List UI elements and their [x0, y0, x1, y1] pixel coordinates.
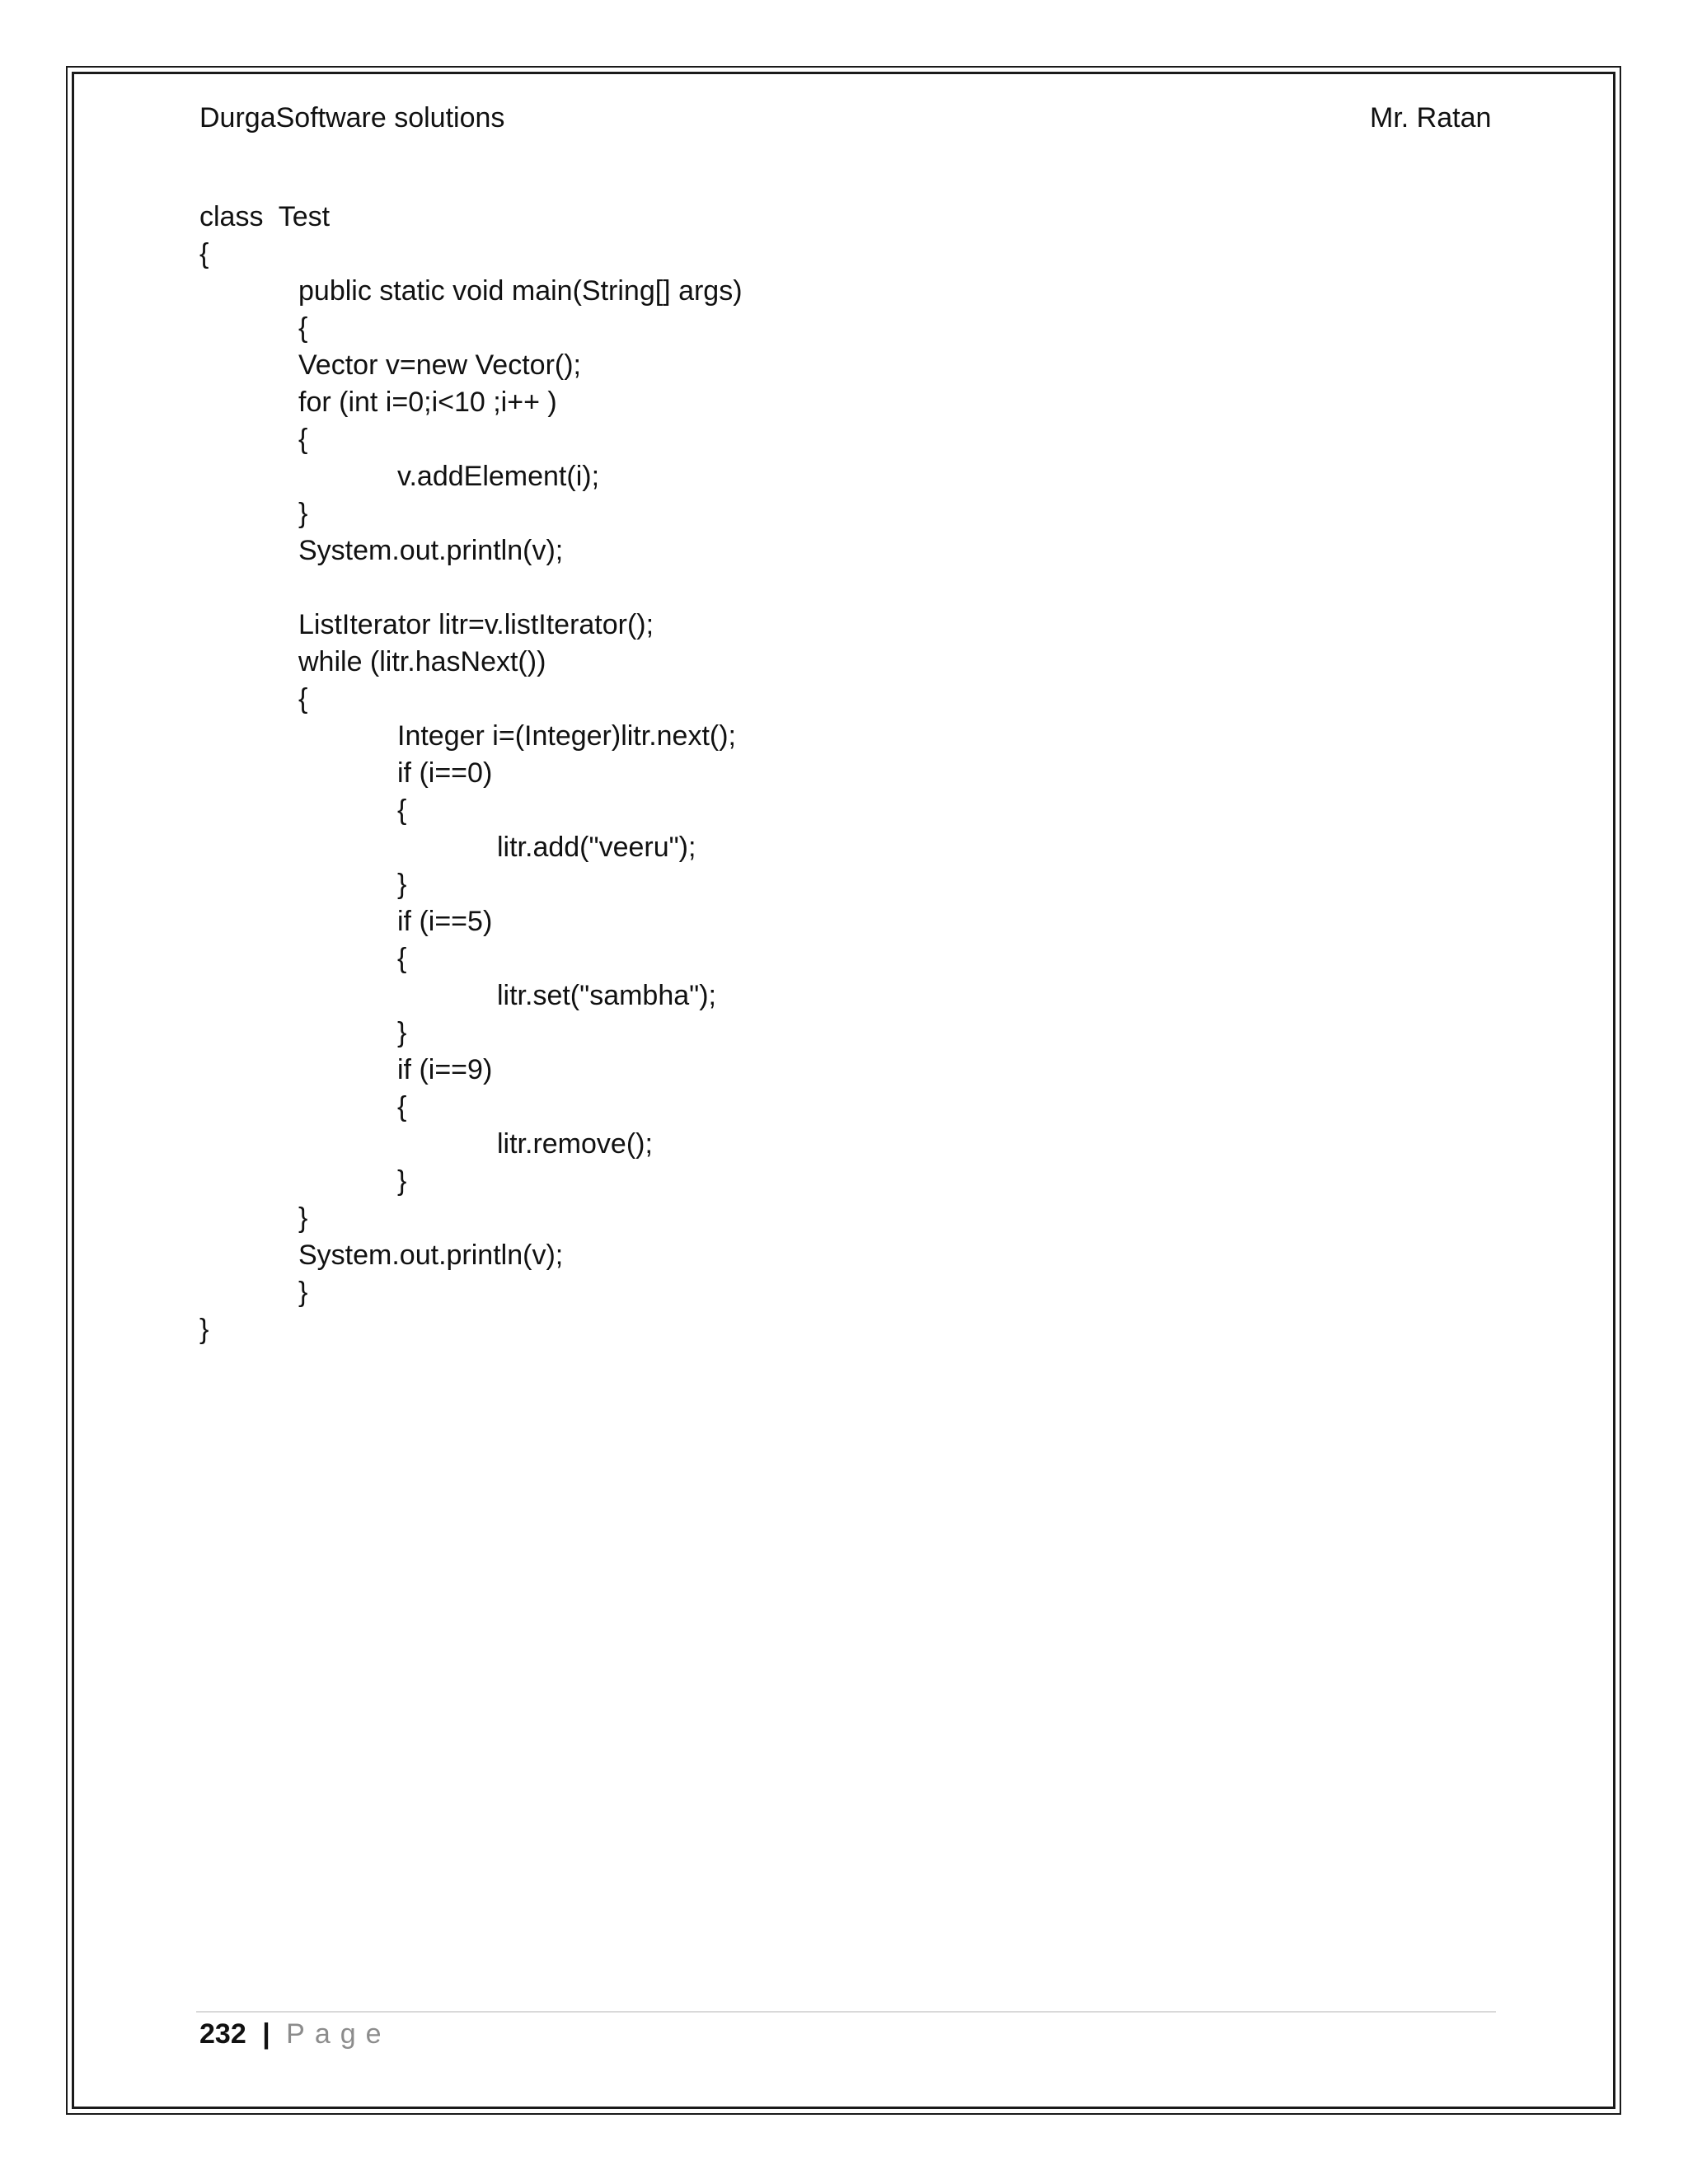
code-line: System.out.println(v);	[298, 535, 564, 566]
code-line: ListIterator litr=v.listIterator();	[298, 609, 654, 640]
code-line: for (int i=0;i<10 ;i++ )	[298, 387, 557, 418]
code-line: if (i==0)	[397, 757, 493, 789]
code-line: }	[298, 1277, 308, 1308]
code-line: {	[397, 1091, 407, 1122]
header-author: Mr. Ratan	[1370, 102, 1492, 134]
code-line: {	[298, 312, 308, 344]
code-line: {	[397, 943, 407, 974]
header-company: DurgaSoftware solutions	[199, 102, 505, 134]
code-line: while (litr.hasNext())	[298, 646, 546, 677]
code-line: }	[397, 1017, 407, 1048]
code-line: Integer i=(Integer)litr.next();	[397, 720, 737, 752]
code-line: public static void main(String[] args)	[298, 275, 743, 307]
page-footer	[199, 2016, 392, 2052]
code-line: System.out.println(v);	[298, 1240, 564, 1271]
footer-separator: |	[262, 2018, 270, 2050]
code-line: if (i==5)	[397, 906, 493, 937]
code-line: if (i==9)	[397, 1054, 493, 1085]
code-line: {	[298, 424, 308, 455]
page-number: 232	[199, 2018, 246, 2050]
code-line: }	[397, 1165, 407, 1197]
code-line: litr.add("veeru");	[497, 832, 696, 863]
code-line: litr.remove();	[497, 1128, 653, 1160]
code-listing	[199, 199, 743, 1348]
code-line: }	[298, 498, 308, 529]
code-line: litr.set("sambha");	[497, 980, 716, 1011]
code-line	[199, 569, 743, 607]
code-line: {	[298, 683, 308, 715]
code-line: }	[397, 869, 407, 900]
page-label: Page	[286, 2018, 392, 2050]
code-line: v.addElement(i);	[397, 461, 600, 492]
code-line: }	[298, 1202, 308, 1234]
code-line: {	[397, 794, 407, 826]
code-line: class Test	[199, 201, 331, 232]
code-line: }	[199, 1314, 209, 1345]
footer-divider	[196, 2011, 1496, 2013]
code-line: {	[199, 238, 209, 269]
code-line: Vector v=new Vector();	[298, 349, 581, 381]
